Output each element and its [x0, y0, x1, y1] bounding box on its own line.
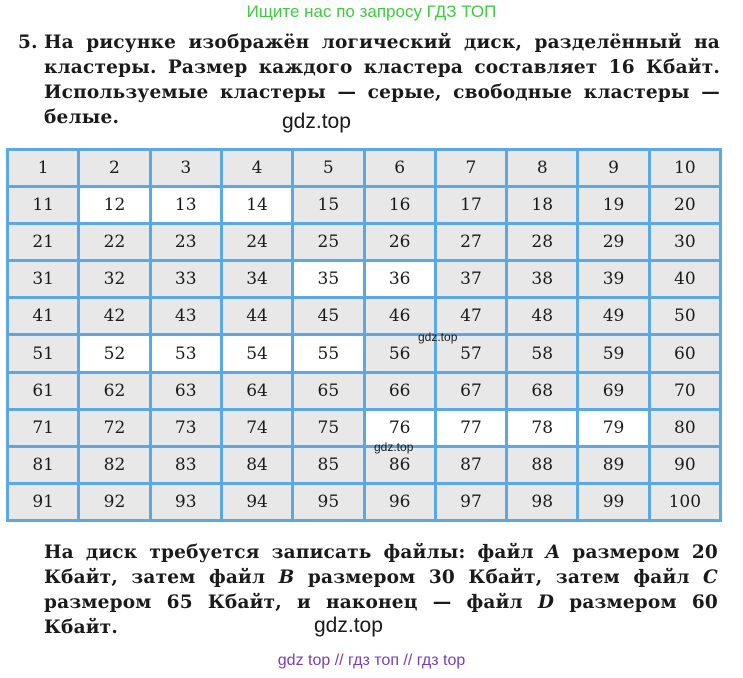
cluster-cell: 40: [651, 262, 719, 296]
file-b-label: B: [278, 567, 295, 588]
cluster-cell: 1: [9, 151, 77, 185]
cluster-cell: 67: [437, 374, 505, 408]
file-c-label: C: [703, 567, 718, 588]
cluster-cell: 34: [223, 262, 291, 296]
cluster-cell: 83: [152, 448, 220, 482]
cluster-cell: 71: [9, 411, 77, 445]
problem-number: 5.: [18, 32, 38, 53]
cluster-cell: 30: [651, 225, 719, 259]
cluster-cell: 59: [579, 336, 647, 370]
cluster-cell: 26: [366, 225, 434, 259]
cluster-cell: 91: [9, 485, 77, 519]
cluster-cell: 93: [152, 485, 220, 519]
cluster-grid: [9, 151, 719, 519]
cluster-cell: 6: [366, 151, 434, 185]
cluster-cell: 13: [152, 188, 220, 222]
cluster-cell: 38: [508, 262, 576, 296]
cluster-cell: 48: [508, 299, 576, 333]
cluster-cell: 87: [437, 448, 505, 482]
cluster-cell: 70: [651, 374, 719, 408]
cluster-cell: 36: [366, 262, 434, 296]
cluster-cell: 60: [651, 336, 719, 370]
cluster-cell: 82: [80, 448, 148, 482]
cluster-cell: 99: [579, 485, 647, 519]
cluster-cell: 52: [80, 336, 148, 370]
cluster-cell: 14: [223, 188, 291, 222]
cluster-cell: 64: [223, 374, 291, 408]
cluster-cell: 94: [223, 485, 291, 519]
cluster-cell: 12: [80, 188, 148, 222]
cluster-cell: 41: [9, 299, 77, 333]
task-part-3: размером 30 Кбайт, затем файл: [294, 567, 704, 588]
cluster-cell: 21: [9, 225, 77, 259]
cluster-cell: 92: [80, 485, 148, 519]
cluster-cell: 7: [437, 151, 505, 185]
cluster-cell: 66: [366, 374, 434, 408]
top-banner[interactable]: Ищите нас по запросу ГДЗ ТОП: [246, 2, 497, 21]
cluster-cell: 15: [294, 188, 362, 222]
footer-links[interactable]: gdz top // гдз топ // гдз top: [277, 652, 466, 669]
cluster-cell: 49: [579, 299, 647, 333]
watermark-top: gdz.top: [282, 110, 351, 133]
cluster-cell: 55: [294, 336, 362, 370]
cluster-cell: 17: [437, 188, 505, 222]
cluster-cell: 32: [80, 262, 148, 296]
cluster-cell: 2: [80, 151, 148, 185]
cluster-cell: 33: [152, 262, 220, 296]
task-part-2: размером 20 Кбайт, затем файл: [44, 542, 718, 588]
file-a-label: A: [545, 542, 561, 563]
cluster-cell: 43: [152, 299, 220, 333]
cluster-cell: 29: [579, 225, 647, 259]
cluster-cell: 28: [508, 225, 576, 259]
cluster-cell: 11: [9, 188, 77, 222]
cluster-cell: 57: [437, 336, 505, 370]
cluster-cell: 54: [223, 336, 291, 370]
cluster-grid-frame: [6, 148, 722, 522]
cluster-cell: 4: [223, 151, 291, 185]
cluster-cell: 10: [651, 151, 719, 185]
cluster-cell: 35: [294, 262, 362, 296]
problem-statement: [14, 30, 720, 130]
cluster-cell: 8: [508, 151, 576, 185]
cluster-cell: 58: [508, 336, 576, 370]
cluster-cell: 50: [651, 299, 719, 333]
cluster-cell: 74: [223, 411, 291, 445]
cluster-cell: 73: [152, 411, 220, 445]
cluster-cell: 47: [437, 299, 505, 333]
cluster-cell: 37: [437, 262, 505, 296]
cluster-cell: 22: [80, 225, 148, 259]
cluster-cell: 77: [437, 411, 505, 445]
cluster-cell: 75: [294, 411, 362, 445]
cluster-cell: 86: [366, 448, 434, 482]
watermark-bottom: gdz.top: [314, 614, 383, 637]
cluster-cell: 25: [294, 225, 362, 259]
cluster-cell: 19: [579, 188, 647, 222]
cluster-cell: 56: [366, 336, 434, 370]
cluster-cell: 24: [223, 225, 291, 259]
cluster-cell: 96: [366, 485, 434, 519]
cluster-cell: 16: [366, 188, 434, 222]
cluster-cell: 61: [9, 374, 77, 408]
watermark-cell-1: gdz.top: [418, 330, 458, 344]
cluster-cell: 63: [152, 374, 220, 408]
cluster-cell: 85: [294, 448, 362, 482]
cluster-cell: 80: [651, 411, 719, 445]
cluster-cell: 79: [579, 411, 647, 445]
cluster-cell: 100: [651, 485, 719, 519]
cluster-cell: 69: [579, 374, 647, 408]
cluster-cell: 65: [294, 374, 362, 408]
cluster-cell: 76: [366, 411, 434, 445]
cluster-cell: 42: [80, 299, 148, 333]
cluster-cell: 95: [294, 485, 362, 519]
cluster-cell: 44: [223, 299, 291, 333]
cluster-cell: 20: [651, 188, 719, 222]
file-d-label: D: [537, 592, 555, 613]
cluster-cell: 9: [579, 151, 647, 185]
cluster-cell: 31: [9, 262, 77, 296]
task-part-5: размером 60 Кбайт.: [44, 592, 718, 638]
task-part-4: размером 65 Кбайт, и наконец — файл: [44, 592, 538, 613]
cluster-cell: 27: [437, 225, 505, 259]
cluster-cell: 72: [80, 411, 148, 445]
cluster-cell: 46: [366, 299, 434, 333]
watermark-cell-2: gdz.top: [374, 440, 414, 454]
cluster-cell: 5: [294, 151, 362, 185]
cluster-cell: 3: [152, 151, 220, 185]
cluster-cell: 98: [508, 485, 576, 519]
cluster-cell: 51: [9, 336, 77, 370]
cluster-cell: 88: [508, 448, 576, 482]
task-part-1: На диск требуется записать файлы: файл: [44, 542, 546, 563]
cluster-cell: 39: [579, 262, 647, 296]
cluster-cell: 84: [223, 448, 291, 482]
cluster-cell: 53: [152, 336, 220, 370]
cluster-cell: 97: [437, 485, 505, 519]
cluster-cell: 90: [651, 448, 719, 482]
cluster-cell: 23: [152, 225, 220, 259]
cluster-cell: 81: [9, 448, 77, 482]
cluster-cell: 18: [508, 188, 576, 222]
cluster-cell: 62: [80, 374, 148, 408]
cluster-cell: 68: [508, 374, 576, 408]
problem-text: На рисунке изображён логический диск, разделённый на кластеры. Размер каждого кластера составляет 16 Кбайт. Используемые кластеры — серые, свободные кластеры — белые.: [44, 32, 720, 128]
cluster-cell: 89: [579, 448, 647, 482]
cluster-cell: 78: [508, 411, 576, 445]
cluster-cell: 45: [294, 299, 362, 333]
